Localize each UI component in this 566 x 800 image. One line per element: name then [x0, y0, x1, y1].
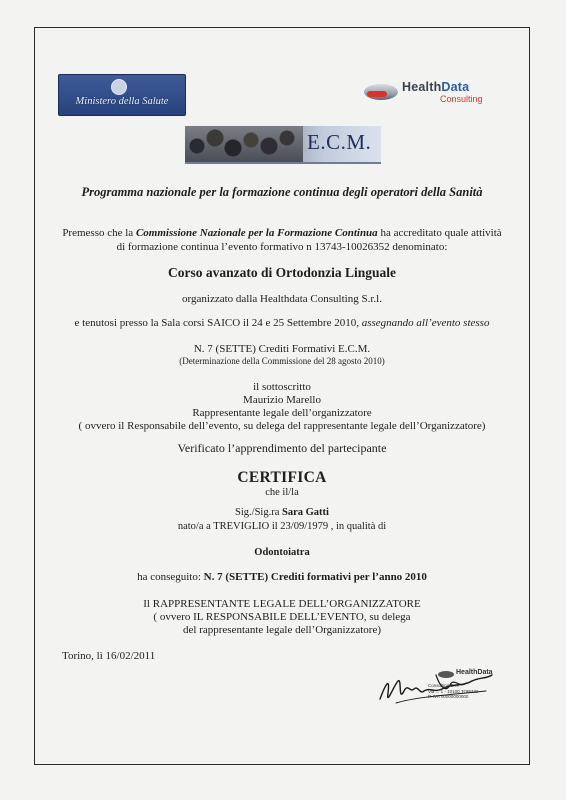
healthdata-name-a: Health	[402, 80, 442, 94]
premessa-paragraph	[34, 227, 530, 254]
healthdata-name-b: Data	[441, 80, 470, 94]
signature-stamp-area	[376, 663, 504, 723]
organizer-line: organizzato dalla Healthdata Consulting S.r.l.	[182, 293, 382, 305]
signatory-intro: il sottoscritto	[253, 381, 311, 393]
stamp-name: HealthData	[456, 669, 493, 676]
legal-rep-line-2: ( ovvero IL RESPONSABILE DELL’EVENTO, su delega	[153, 611, 411, 623]
ministero-logo-text: Ministero della Salute	[75, 96, 169, 107]
credits-earned-line	[34, 571, 530, 583]
handwritten-signature	[376, 663, 504, 723]
credits-earned-prefix: ha conseguito:	[137, 571, 204, 583]
healthdata-name	[402, 80, 469, 94]
healthdata-mark-icon	[364, 84, 398, 100]
che-line: che il/la	[265, 487, 299, 498]
participant-name: Sara Gatti	[282, 507, 329, 518]
ministero-salute-logo	[58, 74, 186, 116]
legal-rep-line-1: Il RAPPRESENTANTE LEGALE DELL’ORGANIZZATORE	[143, 598, 421, 610]
birth-line: nato/a a TREVIGLIO il 23/09/1979 , in qualità di	[177, 521, 387, 532]
healthdata-consulting-logo	[364, 80, 504, 106]
signatory-alt-role: ( ovvero il Responsabile dell’evento, su delega del rappresentante legale dell’Organizzatore)	[78, 420, 486, 432]
signatory-block	[34, 381, 530, 433]
premessa-text-1: Premesso che la	[62, 227, 136, 239]
ecm-banner	[185, 126, 381, 164]
venue-text: e tenutosi presso la Sala corsi SAICO il 24 e 25 Settembre 2010,	[74, 317, 362, 329]
signatory-name: Maurizio Marello	[243, 394, 321, 406]
participant-line	[34, 507, 530, 518]
signatory-role: Rappresentante legale dell’organizzatore	[192, 407, 372, 419]
credits-line: N. 7 (SETTE) Crediti Formativi E.C.M.	[193, 343, 371, 355]
ecm-title: E.C.M.	[307, 130, 372, 154]
ecm-people-photo	[185, 126, 303, 162]
verification-line: Verificato l’apprendimento del partecipante	[177, 441, 387, 455]
healthdata-sub: Consulting	[440, 94, 483, 104]
certifica-heading: CERTIFICA	[237, 469, 327, 486]
venue-line	[34, 317, 530, 329]
republic-emblem-icon	[111, 79, 127, 95]
course-title: Corso avanzato di Ortodonzia Linguale	[167, 265, 396, 280]
participant-prefix: Sig./Sig.ra	[235, 507, 282, 518]
venue-italic: assegnando all’evento stesso	[361, 317, 490, 329]
commissione-name: Commissione Nazionale per la Formazione Continua	[135, 227, 378, 239]
premessa-text-3: di formazione continua l’evento formativo n 13743-10026352 denominato:	[116, 240, 448, 253]
premessa-text-2: ha accreditato quale attività	[377, 227, 502, 239]
profession: Odontoiatra	[254, 547, 310, 558]
stamp-line: Via ... 1 - 10100 TORINO	[428, 688, 479, 694]
stamp-line: Consulting S.r.l.	[428, 683, 460, 688]
credits-earned-value: N. 7 (SETTE) Crediti formativi per l’anno 2010	[203, 571, 427, 583]
legal-representative-block	[34, 598, 530, 637]
programma-heading: Programma nazionale per la formazione continua degli operatori della Sanità	[81, 185, 483, 199]
place-date: Torino, lì 16/02/2011	[62, 650, 156, 662]
stamp-line: P. IVA 00000000000	[428, 694, 469, 699]
determination-note: (Determinazione della Commissione del 28 agosto 2010)	[179, 356, 385, 366]
legal-rep-line-3: del rappresentante legale dell’Organizzatore)	[183, 624, 381, 636]
